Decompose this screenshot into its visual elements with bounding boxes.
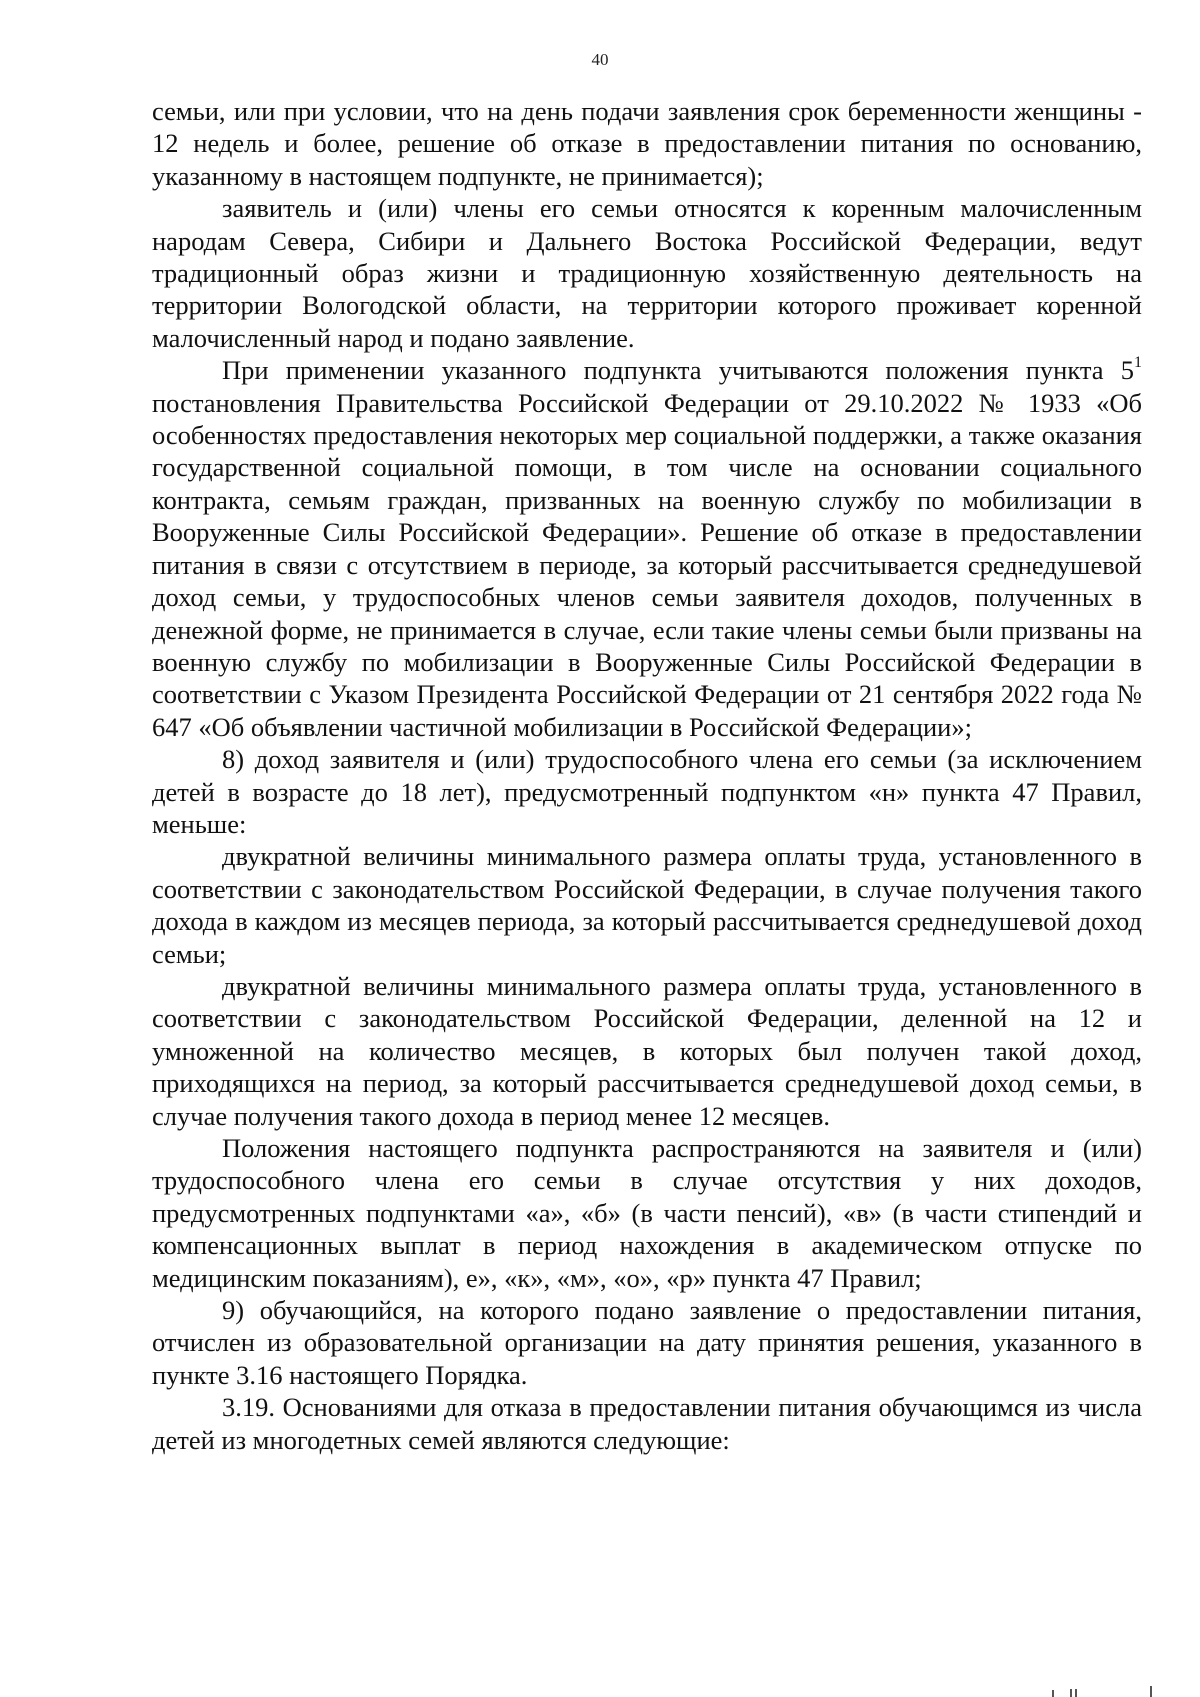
page-number: 40 [591, 50, 609, 69]
scan-artifact-mark [1150, 1686, 1152, 1697]
paragraph-provisions-scope: Положения настоящего подпункта распространяются на заявителя и (или) трудоспособного члена его семьи в случае отсутствия у них доходов, предусмотренных подпунктами «а», «б» (в части пенсий), «в» (в части стипендий и компенсационных выплат в период нахождения в академическом отпуске по медицинским показаниям), е», «к», «м», «о», «р» пункта 47 Правил; [152, 1133, 1142, 1293]
list-item-8-income: 8) доход заявителя и (или) трудоспособного члена его семьи (за исключением детей в возрасте до 18 лет), предусмотренный подпунктом «н» пункта 47 Правил, меньше: [152, 744, 1142, 839]
paragraph-double-minimum-wage-monthly: двукратной величины минимального размера оплаты труда, установленного в соответствии с законодательством Российской Федерации, в случае получения такого дохода в каждом из месяцев периода, за который рассчитывается среднедушевой доход семьи; [152, 841, 1142, 969]
paragraph-mobilization-text-start: При применении указанного подпункта учитываются положения пункта 5 [222, 355, 1134, 386]
scan-artifact-mark [1075, 1689, 1077, 1697]
paragraph-double-minimum-wage-partial: двукратной величины минимального размера оплаты труда, установленного в соответствии с законодательством Российской Федерации, деленной на 12 и умноженной на количество месяцев, в которых был получен такой доход, приходящихся на период, за который рассчитывается среднедушевой доход семьи, в случае получения такого дохода в период менее 12 месяцев. [152, 970, 1142, 1131]
paragraph-mobilization-text-end: постановления Правительства Российской Федерации от 29.10.2022 № 1933 «Об особенностях предоставления некоторых мер социальной поддержки, а также оказания государственной социальной помощи, в том числе на основании социального контракта, семьям граждан, призванных на военную службу по мобилизации в Вооруженные Силы Российской Федерации». Решение об отказе в предоставлении питания в связи с отсутствием в периоде, за который рассчитывается среднедушевой доход семьи, у трудоспособных членов семьи заявителя доходов, полученных в денежной форме, не принимается в случае, если такие члены семьи были призваны на военную службу по мобилизации в Вооруженные Силы Российской Федерации в соответствии с Указом Президента Российской Федерации от 21 сентября 2022 года № 647 «Об объявлении частичной мобилизации в Российской Федерации»; [152, 387, 1142, 742]
document-body [152, 95, 1142, 1456]
list-item-9-expelled: 9) обучающийся, на которого подано заявление о предоставлении питания, отчислен из образовательной организации на дату принятия решения, указанного в пункте 3.16 настоящего Порядка. [152, 1295, 1142, 1390]
section-3-19-heading: 3.19. Основаниями для отказа в предоставлении питания обучающимся из числа детей из многодетных семей являются следующие: [152, 1392, 1142, 1455]
superscript-footnote: 1 [1134, 354, 1142, 372]
paragraph-indigenous-peoples: заявитель и (или) члены его семьи относятся к коренным малочисленным народам Севера, Сибири и Дальнего Востока Российской Федерации, ведут традиционный образ жизни и традиционную хозяйственную деятельность на территории Вологодской области, на территории которого проживает коренной малочисленный народ и подано заявление. [152, 193, 1142, 353]
paragraph-mobilization-provision [152, 354, 1142, 743]
paragraph-pregnancy-exception: семьи, или при условии, что на день подачи заявления срок беременности женщины - 12 недель и более, решение об отказе в предоставлении питания по основанию, указанному в настоящем подпункте, не принимается); [152, 96, 1142, 191]
scan-artifact-mark [1052, 1690, 1054, 1697]
scan-artifact-mark [1070, 1689, 1072, 1697]
